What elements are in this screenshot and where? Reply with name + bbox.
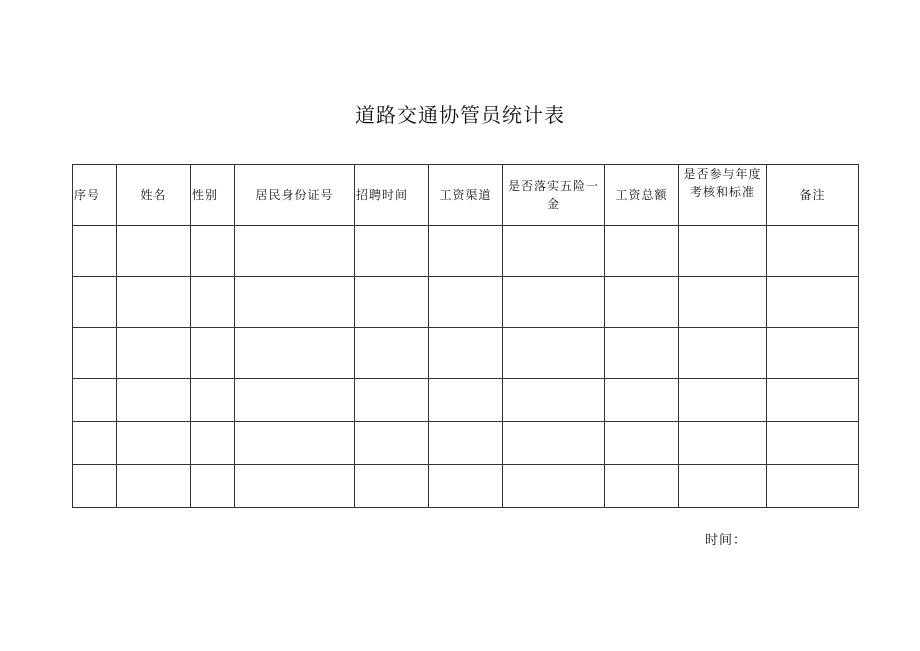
table-row: [73, 379, 859, 422]
table-cell[interactable]: [191, 328, 235, 379]
table-cell[interactable]: [767, 277, 859, 328]
table-cell[interactable]: [679, 422, 767, 465]
table-cell[interactable]: [767, 379, 859, 422]
table-cell[interactable]: [429, 226, 503, 277]
table-cell[interactable]: [767, 328, 859, 379]
table-cell[interactable]: [679, 277, 767, 328]
table-cell[interactable]: [503, 465, 605, 508]
table-cell[interactable]: [191, 465, 235, 508]
table-cell[interactable]: [429, 465, 503, 508]
table-cell[interactable]: [117, 422, 191, 465]
table-cell[interactable]: [117, 465, 191, 508]
table-cell[interactable]: [503, 277, 605, 328]
table-cell[interactable]: [767, 422, 859, 465]
time-label: 时间：: [705, 533, 748, 548]
table-cell[interactable]: [191, 422, 235, 465]
document-title: 道路交通协管员统计表: [355, 103, 565, 127]
header-serial-number: 序号: [73, 165, 117, 226]
table-cell[interactable]: [117, 277, 191, 328]
header-annual-assessment: 是否参与年度考核和标准: [679, 165, 767, 226]
table-cell[interactable]: [355, 328, 429, 379]
table-cell[interactable]: [73, 226, 117, 277]
table-row: [73, 328, 859, 379]
table-cell[interactable]: [605, 379, 679, 422]
table-cell[interactable]: [605, 277, 679, 328]
table-cell[interactable]: [73, 277, 117, 328]
table-cell[interactable]: [235, 379, 355, 422]
table-row: [73, 226, 859, 277]
header-id-number: 居民身份证号: [235, 165, 355, 226]
table-cell[interactable]: [355, 379, 429, 422]
table-cell[interactable]: [679, 226, 767, 277]
table-cell[interactable]: [235, 328, 355, 379]
header-social-insurance: 是否落实五险一金: [503, 165, 605, 226]
table-cell[interactable]: [191, 277, 235, 328]
table-cell[interactable]: [191, 226, 235, 277]
table-cell[interactable]: [191, 379, 235, 422]
header-total-salary: 工资总额: [605, 165, 679, 226]
table-cell[interactable]: [503, 379, 605, 422]
table-cell[interactable]: [355, 277, 429, 328]
table-cell[interactable]: [429, 277, 503, 328]
header-gender: 性别: [191, 165, 235, 226]
table-cell[interactable]: [605, 328, 679, 379]
header-hire-date: 招聘时间: [355, 165, 429, 226]
table-cell[interactable]: [679, 379, 767, 422]
table-cell[interactable]: [503, 226, 605, 277]
table-cell[interactable]: [429, 379, 503, 422]
table-cell[interactable]: [235, 465, 355, 508]
table-cell[interactable]: [73, 465, 117, 508]
table-cell[interactable]: [767, 465, 859, 508]
table-cell[interactable]: [429, 328, 503, 379]
header-name: 姓名: [117, 165, 191, 226]
table-cell[interactable]: [605, 422, 679, 465]
table-cell[interactable]: [117, 226, 191, 277]
table-cell[interactable]: [767, 226, 859, 277]
table-row: [73, 465, 859, 508]
table-row: [73, 277, 859, 328]
table-cell[interactable]: [235, 226, 355, 277]
table-cell[interactable]: [73, 328, 117, 379]
table-header-row: [73, 165, 859, 226]
table-cell[interactable]: [605, 226, 679, 277]
header-salary-channel: 工资渠道: [429, 165, 503, 226]
table-cell[interactable]: [503, 328, 605, 379]
table-cell[interactable]: [355, 226, 429, 277]
table-cell[interactable]: [235, 422, 355, 465]
statistics-table: [72, 164, 859, 508]
table-cell[interactable]: [503, 422, 605, 465]
header-remarks: 备注: [767, 165, 859, 226]
table-cell[interactable]: [679, 465, 767, 508]
table-cell[interactable]: [117, 379, 191, 422]
table-cell[interactable]: [117, 328, 191, 379]
table-cell[interactable]: [679, 328, 767, 379]
table-cell[interactable]: [235, 277, 355, 328]
table-row: [73, 422, 859, 465]
table-cell[interactable]: [73, 422, 117, 465]
table-cell[interactable]: [355, 422, 429, 465]
table-cell[interactable]: [355, 465, 429, 508]
table-cell[interactable]: [605, 465, 679, 508]
table-cell[interactable]: [73, 379, 117, 422]
table-cell[interactable]: [429, 422, 503, 465]
